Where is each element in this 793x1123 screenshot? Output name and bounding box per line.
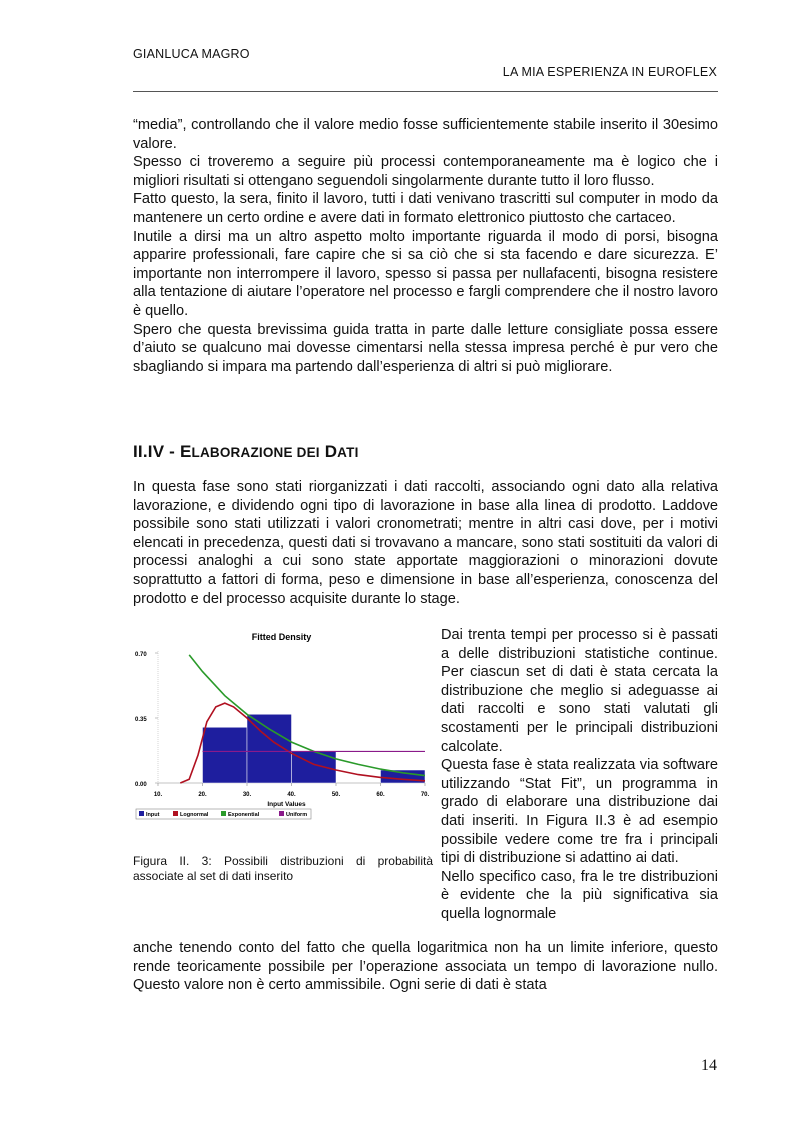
- header-title: LA MIA ESPERIENZA IN EUROFLEX: [502, 65, 717, 79]
- section-title-part: LABORAZIONE DEI: [191, 445, 320, 460]
- legend-label: Uniform: [286, 812, 308, 818]
- legend-swatch: [279, 811, 284, 816]
- x-tick-label: 30.: [242, 792, 252, 798]
- y-tick-label: 0.70: [135, 652, 147, 658]
- intro-text: [133, 116, 718, 376]
- figure-caption: Figura II. 3: Possibili distribuzioni di probabilità associate al set di dati inserito: [133, 854, 433, 883]
- page-number: 14: [701, 1057, 717, 1074]
- x-tick-label: 50.: [331, 792, 341, 798]
- paragraph: Inutile a dirsi ma un altro aspetto molto importante riguarda il modo di porsi, bisogna apparire professionali, fare capire che si sa ciò che si sta facendo e dare sicurezza. E’ importante non interrompere il lavoro, spesso si passa per nullafacenti, bisogna resistere alla tentazione di aiutare l’operatore nel processo e fargli comprendere che il nostro lavoro è quello.: [133, 228, 718, 319]
- bar: [203, 727, 248, 783]
- paragraph: Spesso ci troveremo a seguire più processi contemporaneamente ma è logico che i migliori risultati si ottengano seguendoli singolarmente durante tutto il loro flusso.: [133, 154, 718, 189]
- paragraph: Spero che questa brevissima guida tratta in parte dalle letture consigliate possa essere d’aiuto se qualcuno mai dovesse cimentarsi nella stessa impresa perché è pur vero che sbagliando si impara ma partendo dall’esperienza di altri si può migliorare.: [133, 321, 718, 375]
- legend-swatch: [173, 811, 178, 816]
- legend-swatch: [139, 811, 144, 816]
- section-title-part: ATI: [337, 445, 359, 460]
- x-axis-label: Input Values: [267, 801, 306, 808]
- paragraph: Fatto questo, la sera, finito il lavoro, tutti i dati venivano trascritti sul computer in modo da mantenere un certo ordine e avere dati in formato elettronico piuttosto che cartaceo.: [133, 191, 718, 226]
- legend-label: Exponential: [228, 812, 260, 818]
- legend-swatch: [221, 811, 226, 816]
- x-tick-label: 20.: [198, 792, 207, 798]
- x-tick-label: 40.: [287, 792, 296, 798]
- section-title-initial: D: [319, 442, 338, 461]
- chart-title: Fitted Density: [251, 632, 312, 642]
- fitted-density-chart: [133, 628, 433, 828]
- section-number: II.IV -: [133, 442, 180, 461]
- x-tick-label: 60.: [376, 792, 385, 798]
- body-paragraph: [133, 478, 718, 608]
- y-tick-label: 0.00: [135, 782, 147, 788]
- x-tick-label: 10.: [153, 792, 163, 798]
- header-rule: [133, 91, 718, 92]
- tail-paragraph: [133, 939, 718, 995]
- side-text: [441, 626, 718, 924]
- paragraph: Questa fase è stata realizzata via software utilizzando “Stat Fit”, un programma in grado di elaborare una distribuzione dai dati inseriti. In Figura II.3 è ad esempio possibile vedere come tre fra i principali tipi di distribuzione si adattino ai dati.: [441, 757, 718, 867]
- paragraph: In questa fase sono stati riorganizzati i dati raccolti, associando ogni dato alla relativa lavorazione, e dividendo ogni tipo di lavorazione in base alla linea di prodotto. Laddove possibile sono stati utilizzati i valori cronometrati; mentre in altri casi dove, per i motivi elencati in precedenza, questi dati si trovavano a mancare, sono stati sostituiti da valori di processi analoghi a cui sono state apportate maggiorazioni o minorazioni dovute soprattutto a fattori di forma, peso e dimensione in base all’esperienza, conoscenza del prodotto e del processo acquisite durante lo stage.: [133, 479, 718, 607]
- header-author: GIANLUCA MAGRO: [133, 47, 250, 61]
- legend-label: Input: [146, 812, 160, 818]
- section-heading: [133, 442, 359, 462]
- paragraph: anche tenendo conto del fatto che quella logaritmica non ha un limite inferiore, questo rende teoricamente possibile per l’operazione associata un tempo di lavorazione nullo. Questo valore non è certo ammissibile. Ogni serie di dati è stata: [133, 940, 718, 994]
- paragraph: Nello specifico caso, fra le tre distribuzioni è evidente che la più significativa sia quella lognormale: [441, 868, 718, 922]
- paragraph: Dai trenta tempi per processo si è passati a delle distribuzioni statistiche continue. Per ciascun set di dati è stata cercata la distribuzione che meglio si adeguasse ai dati raccolti e sono stati valutati gli scostamenti per le principali distribuzioni calcolate.: [441, 627, 718, 755]
- paragraph: “media”, controllando che il valore medio fosse sufficientemente stabile inserito il 30esimo valore.: [133, 117, 718, 152]
- section-title-initial: E: [179, 442, 192, 461]
- y-tick-label: 0.35: [135, 717, 147, 723]
- legend-label: Lognormal: [180, 812, 209, 818]
- x-tick-label: 70.: [420, 792, 430, 798]
